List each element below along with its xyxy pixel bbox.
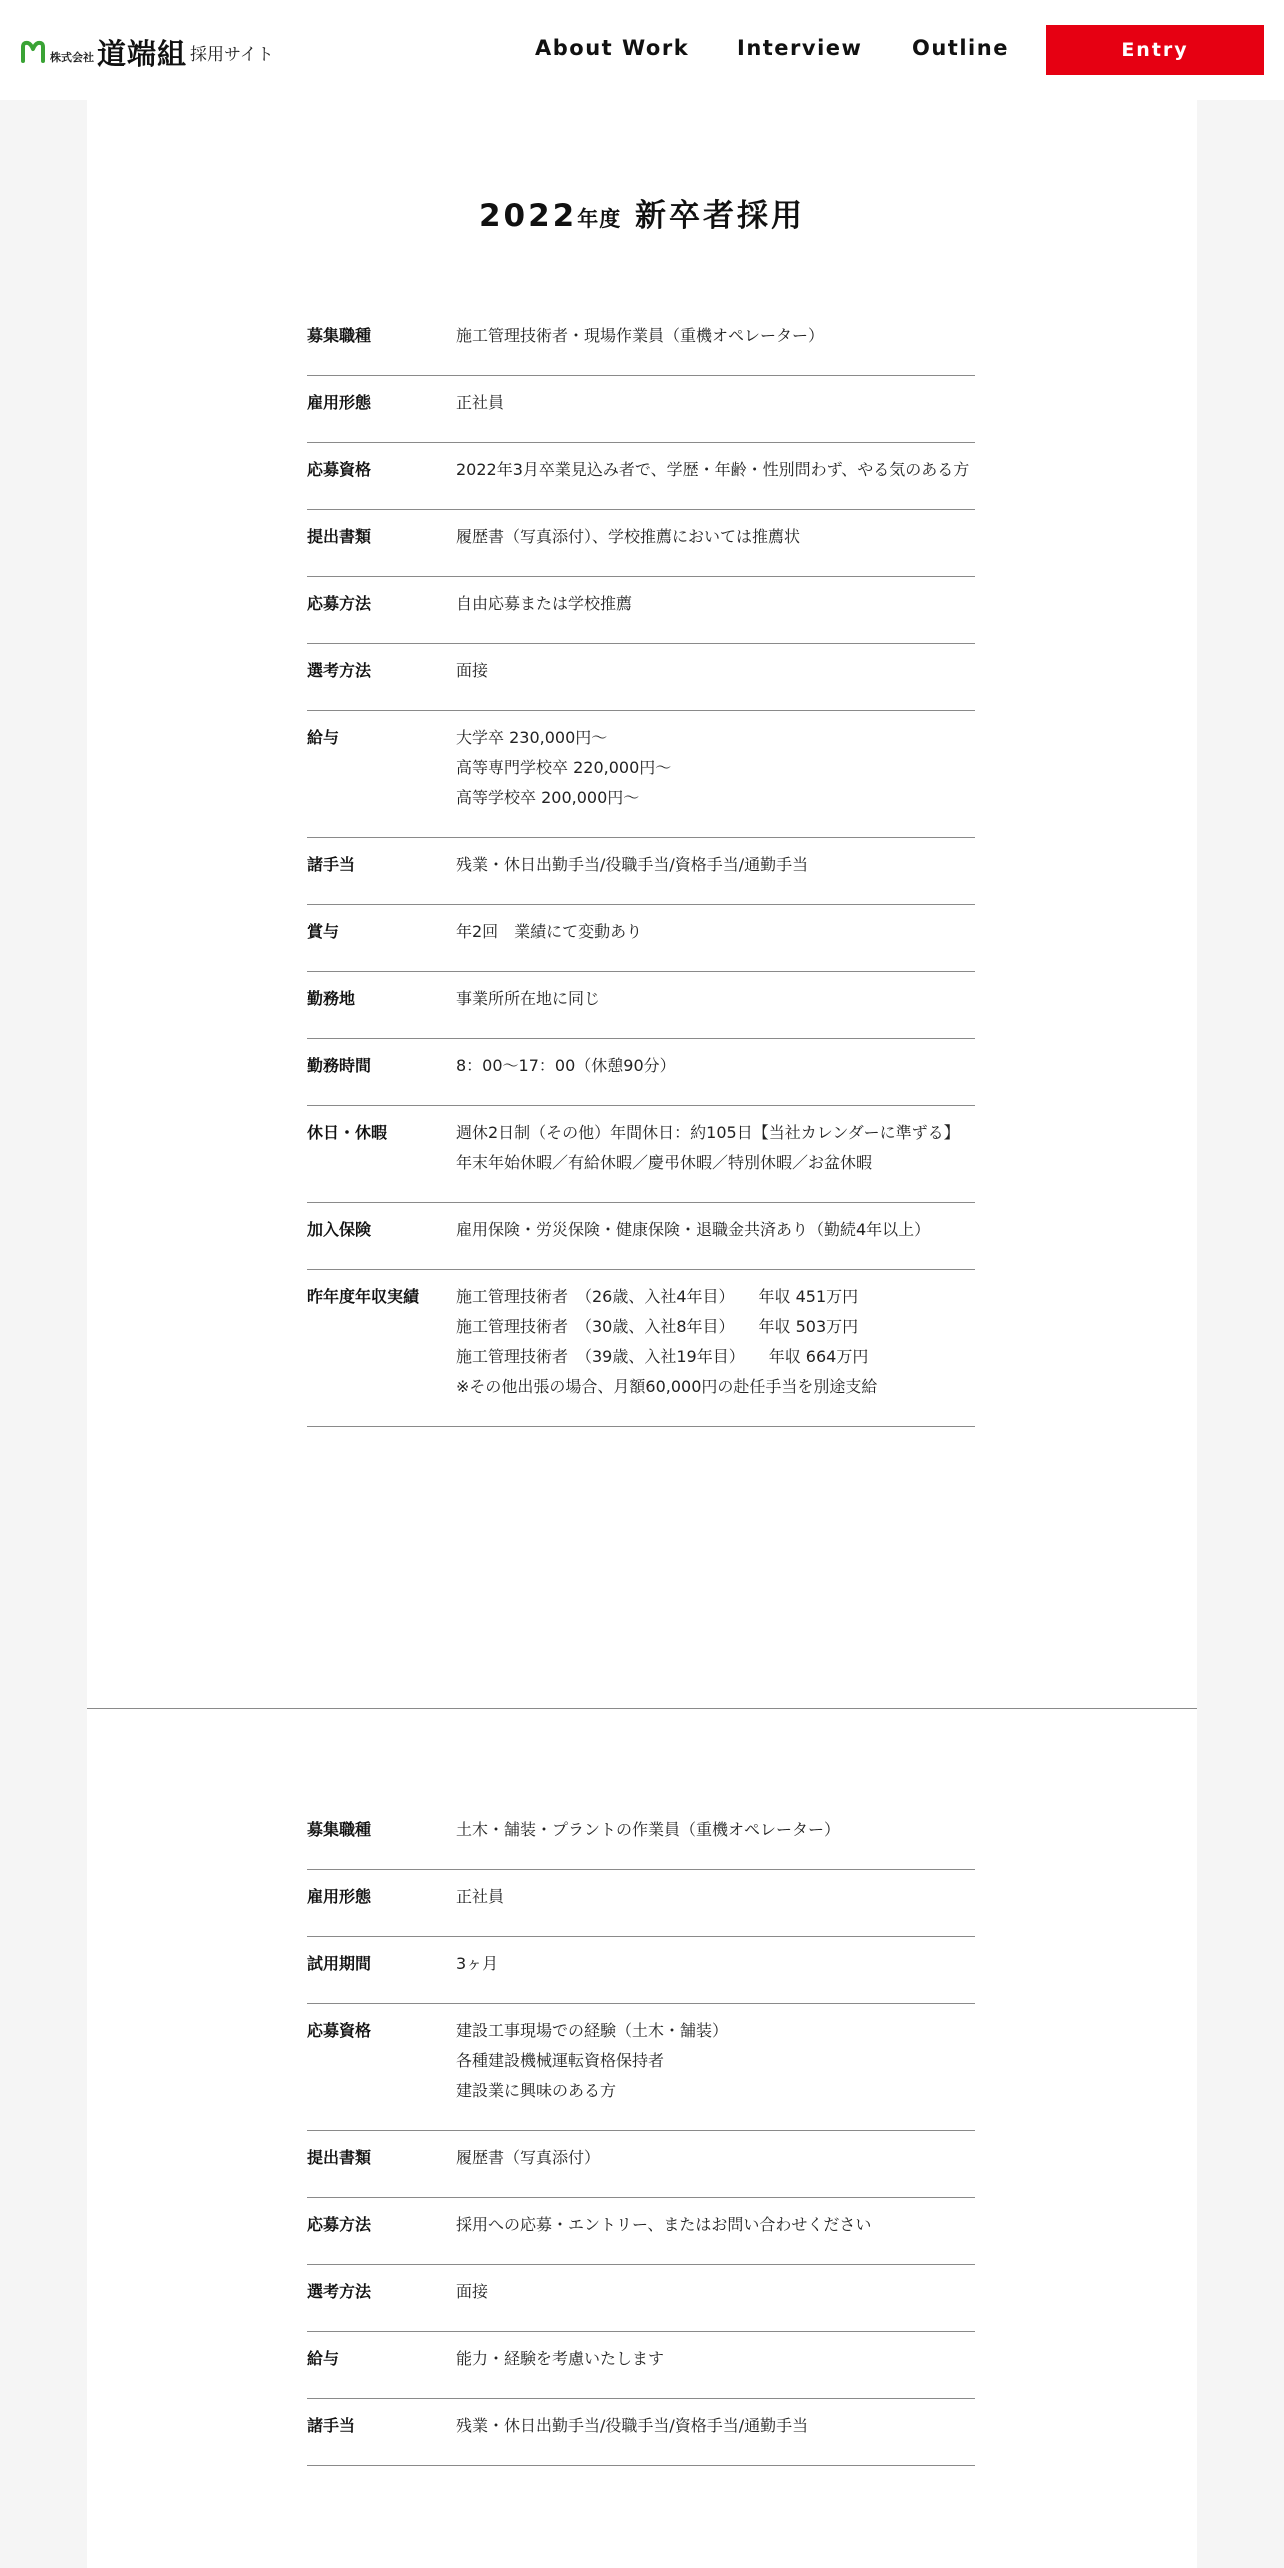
row-label: 諸手当 [307,2416,356,2435]
row-label: 応募方法 [307,2215,372,2234]
title-year: 2022 [478,198,578,234]
logo-mark-icon [20,39,46,65]
row-value [456,2016,975,2106]
section-divider [87,1708,1197,1709]
table-row [307,905,975,972]
table-row [307,2399,975,2466]
row-value-line: 残業・休日出勤手当/役職手当/資格手当/通勤手当 [456,855,809,874]
row-value-line: 施工管理技術者 （26歳、入社4年目） 年収 451万円 [456,1287,859,1306]
row-label: 給与 [307,728,340,747]
table-row [307,1270,975,1427]
row-value-line: 残業・休日出勤手当/役職手当/資格手当/通勤手当 [456,2416,809,2435]
row-value-line: 面接 [456,661,489,680]
table-row [307,309,975,376]
table-row [307,711,975,838]
title-year-suffix: 年度 [577,207,622,231]
row-label: 賞与 [307,922,340,941]
table-row [307,2004,975,2131]
row-value [456,656,975,686]
row-value [456,388,975,418]
row-value-line: 施工管理技術者 （39歳、入社19年目） 年収 664万円 [456,1347,869,1366]
row-label: 諸手当 [307,855,356,874]
site-header [0,0,1284,100]
row-label: 勤務時間 [307,1056,372,1075]
recruitment-content [87,0,1197,2568]
row-value [456,2143,975,2173]
row-label: 募集職種 [307,326,372,345]
row-value [456,1949,975,1979]
row-value-line: 高等専門学校卒 220,000円～ [456,758,672,777]
row-value-line: 正社員 [456,1887,505,1906]
table-row [307,1039,975,1106]
nav-interview[interactable]: Interview [737,36,863,60]
table-row [307,2131,975,2198]
row-label: 応募資格 [307,2021,372,2040]
row-label: 休日・休暇 [307,1123,388,1142]
row-value-line: 事業所所在地に同じ [456,989,601,1008]
table-row [307,1803,975,1870]
row-value-line: 建設業に興味のある方 [456,2081,617,2100]
row-value-line: 正社員 [456,393,505,412]
row-label: 昨年度年収実績 [307,1287,420,1306]
row-value-line: 8：00～17：00（休憩90分） [456,1056,676,1075]
row-value-line: 3ヶ月 [456,1954,499,1973]
row-value-line: 週休2日制（その他）年間休日：約105日【当社カレンダーに準ずる】 [456,1123,960,1142]
table-row [307,2198,975,2265]
row-value [456,1215,975,1245]
row-value-line: 2022年3月卒業見込み者で、学歴・年齢・性別問わず、やる気のある方 [456,460,970,479]
row-value [456,2210,975,2240]
row-value-line: 土木・舗装・プラントの作業員（重機オペレーター） [456,1820,841,1839]
row-value [456,1882,975,1912]
table-row [307,577,975,644]
row-value-line: 面接 [456,2282,489,2301]
row-value [456,723,975,813]
row-value-line: 年2回 業績にて変動あり [456,922,643,941]
company-logo[interactable] [20,30,187,74]
entry-button[interactable]: Entry [1046,25,1264,75]
mid-career-requirements-table [307,1803,975,2466]
row-value-line: 年末年始休暇／有給休暇／慶弔休暇／特別休暇／お盆休暇 [456,1153,873,1172]
row-value-line: 施工管理技術者 （30歳、入社8年目） 年収 503万円 [456,1317,859,1336]
row-value-line: 大学卒 230,000円～ [456,728,608,747]
table-row [307,510,975,577]
row-value [456,2277,975,2307]
row-label: 試用期間 [307,1954,372,1973]
table-row [307,972,975,1039]
table-row [307,644,975,711]
row-value [456,2411,975,2441]
row-label: 選考方法 [307,2282,372,2301]
row-value-line: 能力・経験を考慮いたします [456,2349,665,2368]
logo-company-prefix: 株式会社 [50,51,94,64]
table-row [307,1937,975,2004]
row-value [456,1051,975,1081]
logo-company-name: 道端組 [97,36,188,71]
row-value [456,589,975,619]
row-label: 雇用形態 [307,1887,372,1906]
table-row [307,838,975,905]
row-value [456,2344,975,2374]
row-value-line: 施工管理技術者・現場作業員（重機オペレーター） [456,326,825,345]
row-label: 加入保険 [307,1220,372,1239]
row-value [456,455,975,485]
nav-outline[interactable]: Outline [912,36,1009,60]
row-label: 提出書類 [307,2148,372,2167]
row-value-line: 各種建設機械運転資格保持者 [456,2051,665,2070]
row-value [456,321,975,351]
row-label: 提出書類 [307,527,372,546]
site-label: 採用サイト [190,45,274,65]
row-value-line: 履歴書（写真添付）、学校推薦においては推薦状 [456,527,801,546]
row-label: 給与 [307,2349,340,2368]
row-label: 応募資格 [307,460,372,479]
table-row [307,443,975,510]
title-text: 新卒者採用 [635,198,806,234]
row-label: 勤務地 [307,989,356,1008]
row-value-line: 履歴書（写真添付） [456,2148,601,2167]
row-value-line: 高等学校卒 200,000円～ [456,788,640,807]
row-value [456,984,975,1014]
table-row [307,2265,975,2332]
row-value [456,1282,975,1402]
row-label: 募集職種 [307,1820,372,1839]
page-title [87,190,1197,235]
row-value-line: 建設工事現場での経験（土木・舗装） [456,2021,729,2040]
row-value [456,522,975,552]
table-row [307,376,975,443]
row-label: 雇用形態 [307,393,372,412]
table-row [307,1203,975,1270]
row-value-line: 雇用保険・労災保険・健康保険・退職金共済あり（勤続4年以上） [456,1220,931,1239]
row-value [456,1118,975,1178]
row-value [456,850,975,880]
row-value [456,1815,975,1845]
row-value-line: 採用への応募・エントリー、またはお問い合わせください [456,2215,872,2234]
new-graduate-requirements-table [307,309,975,1427]
row-label: 選考方法 [307,661,372,680]
row-value-line: 自由応募または学校推薦 [456,594,633,613]
table-row [307,1106,975,1203]
table-row [307,2332,975,2399]
nav-about-work[interactable]: About Work [535,36,690,60]
row-value-line: ※その他出張の場合、月額60,000円の赴任手当を別途支給 [456,1377,878,1396]
row-label: 応募方法 [307,594,372,613]
row-value [456,917,975,947]
table-row [307,1870,975,1937]
